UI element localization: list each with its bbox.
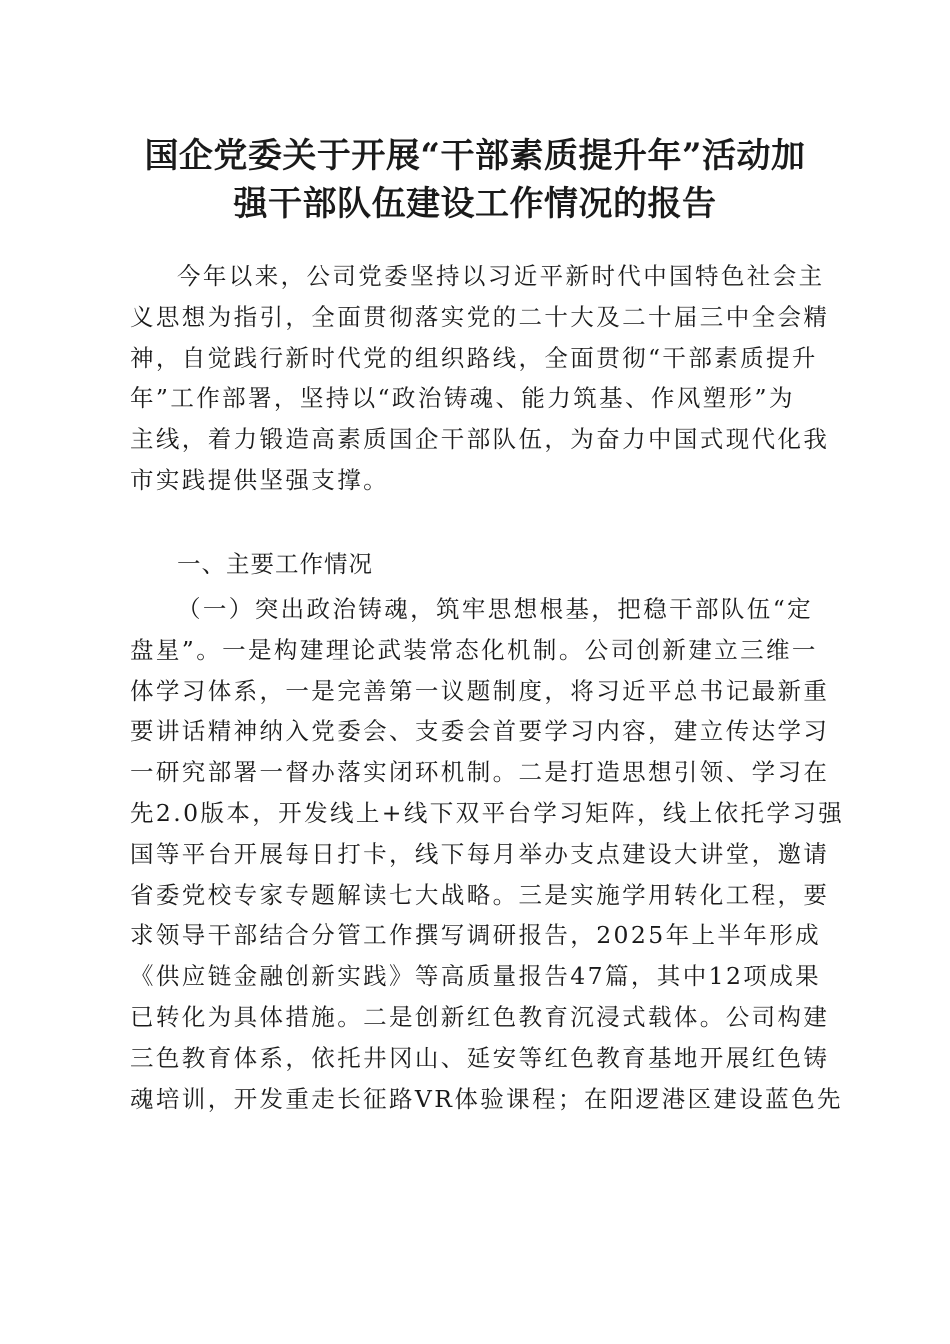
intro-paragraph: [130, 256, 830, 501]
paragraph-line: 市实践提供坚强支撑。: [130, 465, 389, 494]
paragraph-line: 先2.0版本，开发线上+线下双平台学习矩阵，线上依托学习强: [130, 798, 845, 827]
paragraph-line: 盘星”。一是构建理论武装常态化机制。公司创新建立三维一: [130, 635, 818, 664]
section-paragraph: [130, 589, 845, 1119]
paragraph-line: 要讲话精神纳入党委会、支委会首要学习内容，建立传达学习: [130, 717, 830, 746]
paragraph-line: 主线，着力锻造高素质国企干部队伍，为奋力中国式现代化我: [130, 425, 830, 454]
title-line: 强干部队伍建设工作情况的报告: [233, 184, 717, 224]
paragraph-line: 省委党校专家专题解读七大战略。三是实施学用转化工程，要: [130, 880, 830, 909]
paragraph-line: 已转化为具体措施。二是创新红色教育沉浸式载体。公司构建: [130, 1002, 830, 1031]
paragraph-line: 今年以来，公司党委坚持以习近平新时代中国特色社会主: [177, 262, 825, 290]
paragraph-line: 国等平台开展每日打卡，线下每月举办支点建设大讲堂，邀请: [130, 839, 830, 868]
paragraph-line: 三色教育体系，依托井冈山、延安等红色教育基地开展红色铸: [130, 1043, 830, 1072]
section-heading: 一、主要工作情况: [177, 550, 373, 578]
paragraph-line: 年”工作部署，坚持以“政治铸魂、能力筑基、作风塑形”为: [130, 384, 795, 413]
paragraph-line: 魂培训，开发重走长征路VR体验课程；在阳逻港区建设蓝色先: [130, 1084, 843, 1113]
paragraph-line: 一研究部署一督办落实闭环机制。二是打造思想引领、学习在: [130, 758, 830, 787]
paragraph-line: 神，自觉践行新时代党的组织路线，全面贯彻“干部素质提升: [130, 343, 818, 372]
document-title: [100, 132, 850, 228]
paragraph-line: 体学习体系，一是完善第一议题制度，将习近平总书记最新重: [130, 676, 830, 705]
paragraph-line: 义思想为指引，全面贯彻落实党的二十大及二十届三中全会精: [130, 302, 830, 331]
paragraph-line: （一）突出政治铸魂，筑牢思想根基，把稳干部队伍“定: [177, 595, 814, 623]
title-line: 国企党委关于开展“干部素质提升年”活动加: [144, 136, 806, 176]
paragraph-line: 求领导干部结合分管工作撰写调研报告，2025年上半年形成: [130, 921, 822, 950]
paragraph-line: 《供应链金融创新实践》等高质量报告47篇，其中12项成果: [130, 962, 822, 991]
